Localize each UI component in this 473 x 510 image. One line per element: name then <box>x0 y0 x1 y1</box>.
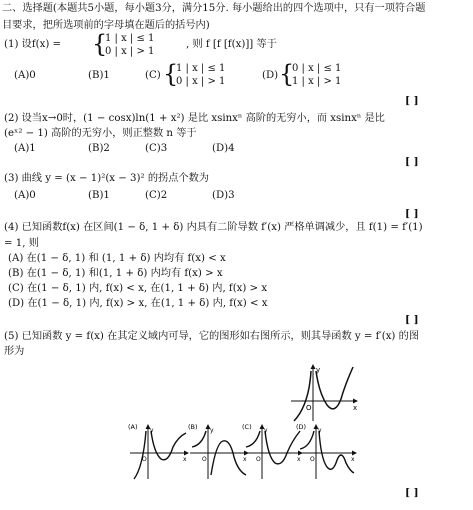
q5-graph-b-curve-right <box>211 441 246 475</box>
q5-graph-a <box>128 423 190 481</box>
q1-option-d-top: 0 | x | ≤ 1 <box>292 63 342 74</box>
q5-graph-c-curve-left <box>246 431 260 447</box>
q5-graph-c-curve-right <box>265 431 300 464</box>
q5-graph-c <box>242 423 307 481</box>
q5-graph-c-origin-label: O <box>256 456 261 463</box>
q4-option-c: (C) 在(1 − δ, 1) 内, f(x) < x, 在(1, 1 + δ) 内, f(x) > x <box>8 283 268 294</box>
q4-answer-bracket[interactable]: [ ] <box>405 314 419 326</box>
q5-graph-c-y-label: y <box>264 427 268 434</box>
q3-answer-bracket[interactable]: [ ] <box>405 208 419 220</box>
q5-graph-c-label: (C) <box>242 423 252 431</box>
q5-graph-d <box>296 423 358 481</box>
q1-option-c-label: (C) <box>145 70 161 81</box>
q1-option-d-brace: { <box>279 60 295 88</box>
q1-option-d-bottom: 1 | x | > 1 <box>292 76 342 87</box>
q5-main-curve-left <box>294 371 311 421</box>
q4-option-b: (B) 在(1 − δ, 1) 和(1, 1 + δ) 内均有 f(x) > x <box>8 268 223 279</box>
q1-stem-b: , 则 f [f [f(x)]] 等于 <box>186 39 277 50</box>
q5-line2: 形为 <box>4 346 25 357</box>
q2-option-d: (D)4 <box>212 143 235 154</box>
q5-main-curve-right <box>316 367 353 409</box>
q1-case-bottom: 0 | x | > 1 <box>105 46 155 57</box>
q2-line2: (eˣ² − 1) 高阶的无穷小，则正整数 n 等于 <box>4 128 197 139</box>
q5-graph-a-y-label: y <box>150 427 154 434</box>
q5-graph-a-label: (A) <box>128 423 138 431</box>
q3-option-a: (A)0 <box>14 190 36 201</box>
q5-graph-b-y-label: y <box>210 427 214 434</box>
q5-graph-b-origin-label: O <box>202 456 207 463</box>
q3-option-b: (B)1 <box>88 190 110 201</box>
q5-graph-d-label: (D) <box>296 423 307 431</box>
q4-line1: (4) 已知函数f(x) 在区间(1 − δ, 1 + δ) 内具有二阶导数 f′(x) 严格单调减少，且 f(1) = f′(1) <box>4 222 423 233</box>
q2-option-b: (B)2 <box>88 143 110 154</box>
q1-option-a: (A)0 <box>14 70 36 81</box>
q1-option-c-brace: { <box>163 60 179 88</box>
q5-graph-d-curve-left <box>300 431 314 449</box>
q5-graph-b-label: (B) <box>188 423 198 431</box>
q2-answer-bracket[interactable]: [ ] <box>405 156 419 168</box>
q5-answer-bracket[interactable]: [ ] <box>405 487 419 499</box>
q5-graph-b-x-label: x <box>243 456 247 463</box>
q3-line1: (3) 曲线 y = (x − 1)²(x − 3)² 的拐点个数为 <box>4 173 209 184</box>
q5-main-y-label: y <box>316 366 321 374</box>
q5-graph-a-x-label: x <box>183 456 187 463</box>
q2-option-c: (C)3 <box>145 143 168 154</box>
q5-graph-a-curve-left <box>134 431 146 479</box>
section-heading-line1: 二、选择题(本题共5小题，每小题3分，满分15分. 每小题给出的四个选项中，只有一项符合题 <box>2 3 426 14</box>
q1-option-d-label: (D) <box>262 70 279 81</box>
q5-graph-d-curve-right <box>319 431 354 473</box>
q1-case-top: 1 | x | ≤ 1 <box>105 33 155 44</box>
q3-option-c: (C)2 <box>145 190 168 201</box>
q4-option-a: (A) 在(1 − δ, 1) 和 (1, 1 + δ) 内均有 f(x) < x <box>8 253 226 264</box>
q2-line1: (2) 设当x→0时，(1 − cosx)ln(1 + x²) 是比 xsinxⁿ 高阶的无穷小，而 xsinxⁿ 是比 <box>4 113 385 124</box>
q1-brace: { <box>92 30 108 58</box>
q5-graph-b <box>188 423 250 481</box>
q5-graph-c-x-label: x <box>297 456 301 463</box>
q1-option-c-bottom: 0 | x | > 1 <box>176 76 226 87</box>
section-heading-line2: 目要求，把所选项前的字母填在题后的括号内) <box>2 20 210 31</box>
q5-graph-b-curve-left <box>192 431 206 447</box>
q5-graph-d-origin-label: O <box>310 456 315 463</box>
q4-option-d: (D) 在(1 − δ, 1) 内, f(x) > x, 在(1, 1 + δ) 内, f(x) < x <box>8 298 268 309</box>
q5-graph-d-y-label: y <box>318 427 322 434</box>
q1-answer-bracket[interactable]: [ ] <box>405 95 419 107</box>
q1-option-c-top: 1 | x | ≤ 1 <box>176 63 226 74</box>
q5-graph-a-curve-right <box>151 431 186 460</box>
q4-line2: = 1, 则 <box>4 238 39 249</box>
q5-graph-d-x-label: x <box>351 456 355 463</box>
q5-main-x-label: x <box>353 404 358 412</box>
q3-option-d: (D)3 <box>212 190 235 201</box>
q5-line1: (5) 已知函数 y = f(x) 在其定义域内可导，它的图形如右图所示，则其导函数 y = f′(x) 的图 <box>4 331 420 342</box>
q5-main-graph <box>289 363 359 423</box>
q5-main-origin-label: O <box>306 404 312 412</box>
q1-option-b: (B)1 <box>88 70 110 81</box>
q2-option-a: (A)1 <box>14 143 36 154</box>
q5-graph-a-origin-label: O <box>142 456 147 463</box>
q1-stem-a: (1) 设f(x) = <box>4 39 62 50</box>
